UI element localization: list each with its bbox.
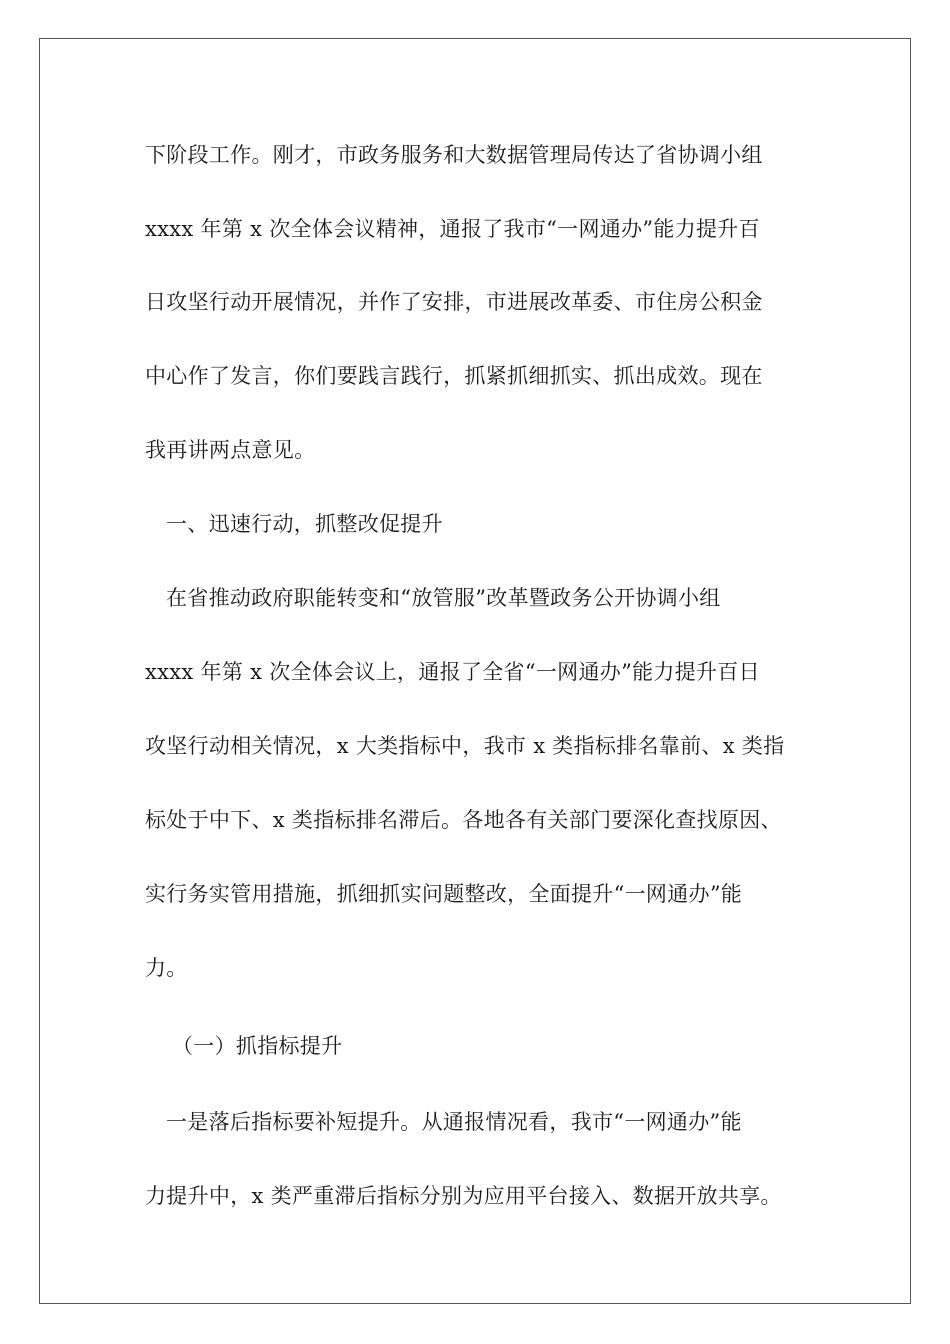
paragraph-line: 实行务实管用措施，抓细抓实问题整改，全面提升“一网通办”能 [145, 882, 743, 906]
section-heading: 一、迅速行动，抓整改促提升 [166, 512, 443, 536]
paragraph-line: 在省推动政府职能转变和“放管服”改革暨政务公开协调小组 [166, 586, 721, 610]
paragraph-line: 力。 [145, 956, 188, 980]
paragraph-line: 标处于中下、x 类指标排名滞后。各地各有关部门要深化查找原因、 [145, 808, 782, 832]
subsection-heading: （一）抓指标提升 [172, 1034, 343, 1058]
paragraph-line: 攻坚行动相关情况，x 大类指标中，我市 x 类指标排名靠前、x 类指 [145, 734, 785, 758]
paragraph-line: 一是落后指标要补短提升。从通报情况看，我市“一网通办”能 [166, 1110, 742, 1134]
paragraph-line: xxxx 年第 x 次全体会议精神，通报了我市“一网通办”能力提升百 [145, 217, 760, 241]
paragraph-line: 中心作了发言，你们要践言践行，抓紧抓细抓实、抓出成效。现在 [145, 364, 763, 388]
paragraph-line: 下阶段工作。刚才，市政务服务和大数据管理局传达了省协调小组 [145, 143, 763, 167]
paragraph-line: xxxx 年第 x 次全体会议上，通报了全省“一网通办”能力提升百日 [145, 660, 760, 684]
paragraph-line: 日攻坚行动开展情况，并作了安排，市进展改革委、市住房公积金 [145, 290, 763, 314]
paragraph-line: 力提升中，x 类严重滞后指标分别为应用平台接入、数据开放共享。 [145, 1184, 782, 1208]
paragraph-line: 我再讲两点意见。 [145, 438, 316, 462]
